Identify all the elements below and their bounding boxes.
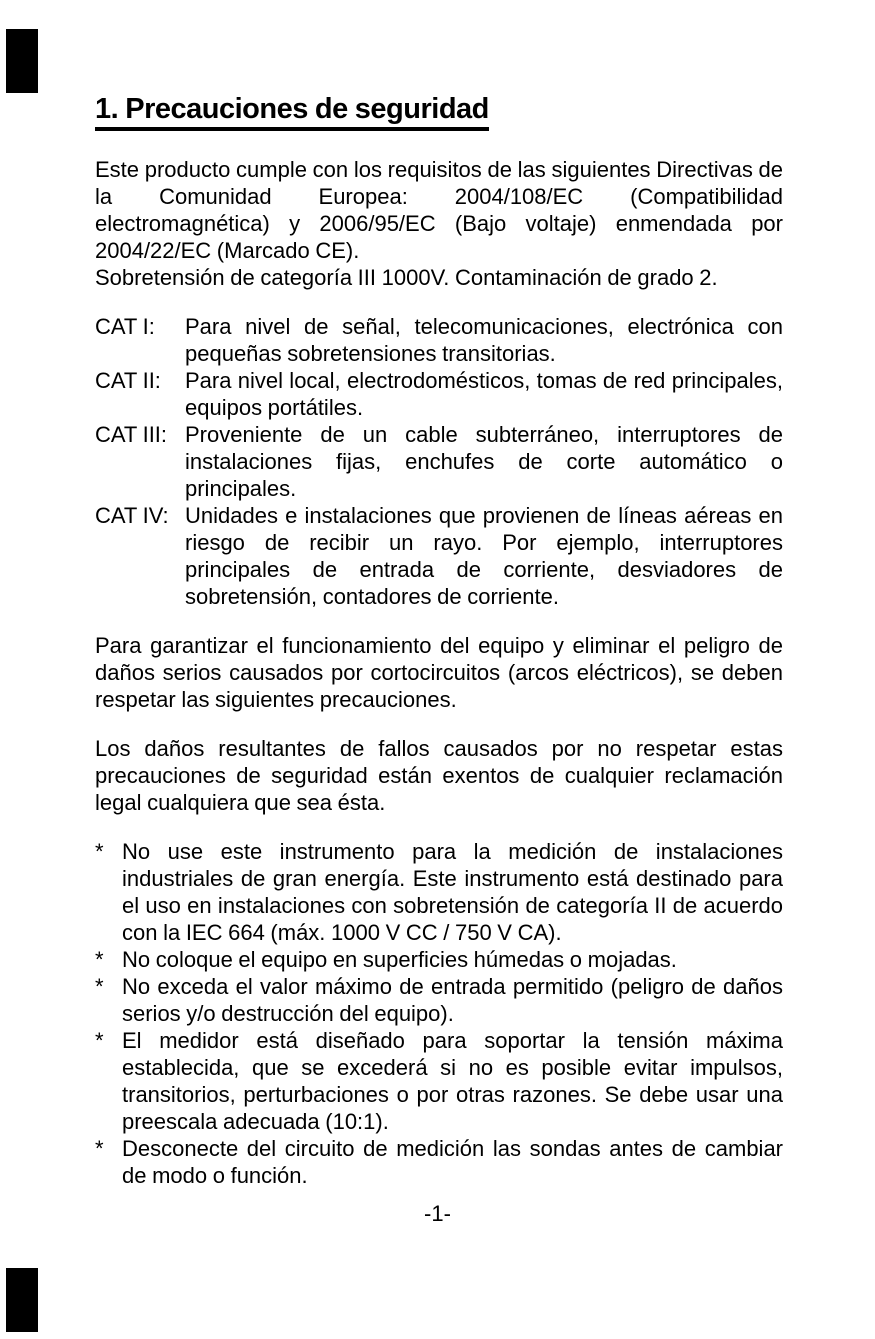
list-item (95, 313, 783, 367)
category-description: Para nivel de señal, telecomunicaciones, electrónica con pequeñas sobretensiones transitorias. (185, 314, 783, 367)
list-item (95, 946, 783, 973)
scan-artifact-top-left (6, 29, 38, 93)
page-title: 1. Precauciones de seguridad (95, 94, 489, 131)
list-item (95, 1027, 783, 1135)
category-label: CAT IV: (95, 503, 169, 529)
list-item (95, 502, 783, 610)
precaution-list (95, 838, 783, 1189)
list-item (95, 421, 783, 502)
precaution-text: No exceda el valor máximo de entrada permitido (peligro de daños serios y/o destrucción del equipo). (122, 974, 783, 1027)
bullet-marker: * (95, 839, 104, 865)
bullet-marker: * (95, 1136, 104, 1162)
precaution-text: El medidor está diseñado para soportar la tensión máxima establecida, que se excederá si no es posible evitar impulsos, transitorios, perturbaciones o por otras razones. Se debe usar una preescala adecuada (10:1). (122, 1028, 783, 1135)
category-list (95, 313, 783, 610)
scan-artifact-bottom-left (6, 1268, 38, 1332)
overvoltage-note: Sobretensión de categoría III 1000V. Contaminación de grado 2. (95, 265, 718, 291)
precaution-text: No use este instrumento para la medición de instalaciones industriales de gran energía. Este instrumento está destinado para el uso en instalaciones con sobretensión de categoría II de acuerdo con la IEC 664 (máx. 1000 V CC / 750 V CA). (122, 839, 783, 946)
category-description: Proveniente de un cable subterráneo, interruptores de instalaciones fijas, enchufes de corte automático o principales. (185, 422, 783, 502)
category-description: Unidades e instalaciones que provienen de líneas aéreas en riesgo de recibir un rayo. Por ejemplo, interruptores principales de entrada de corriente, desviadores de sobretensión, contadores de corriente. (185, 503, 783, 610)
category-label: CAT II: (95, 368, 161, 394)
page-content (95, 94, 783, 1189)
bullet-marker: * (95, 974, 104, 1000)
bullet-marker: * (95, 947, 104, 973)
precaution-text: No coloque el equipo en superficies húmedas o mojadas. (122, 947, 677, 973)
liability-paragraph: Los daños resultantes de fallos causados por no respetar estas precauciones de seguridad están exentos de cualquier reclamación legal cualquiera que sea ésta. (95, 736, 783, 816)
directives-paragraph: Este producto cumple con los requisitos de las siguientes Directivas de la Comunidad Europea: 2004/108/EC (Compatibilidad electromagnética) y 2006/95/EC (Bajo voltaje) enmendada por 2004/22/EC (Marcado CE). (95, 157, 783, 264)
list-item (95, 838, 783, 946)
category-description: Para nivel local, electrodomésticos, tomas de red principales, equipos portátiles. (185, 368, 783, 421)
precaution-text: Desconecte del circuito de medición las sondas antes de cambiar de modo o función. (122, 1136, 783, 1189)
list-item (95, 1135, 783, 1189)
list-item (95, 367, 783, 421)
list-item (95, 973, 783, 1027)
guarantee-paragraph: Para garantizar el funcionamiento del equipo y eliminar el peligro de daños serios causados por cortocircuitos (arcos eléctricos), se deben respetar las siguientes precauciones. (95, 633, 783, 713)
category-label: CAT I: (95, 314, 155, 340)
category-label: CAT III: (95, 422, 168, 448)
bullet-marker: * (95, 1028, 104, 1054)
page-number: -1- (424, 1201, 451, 1226)
